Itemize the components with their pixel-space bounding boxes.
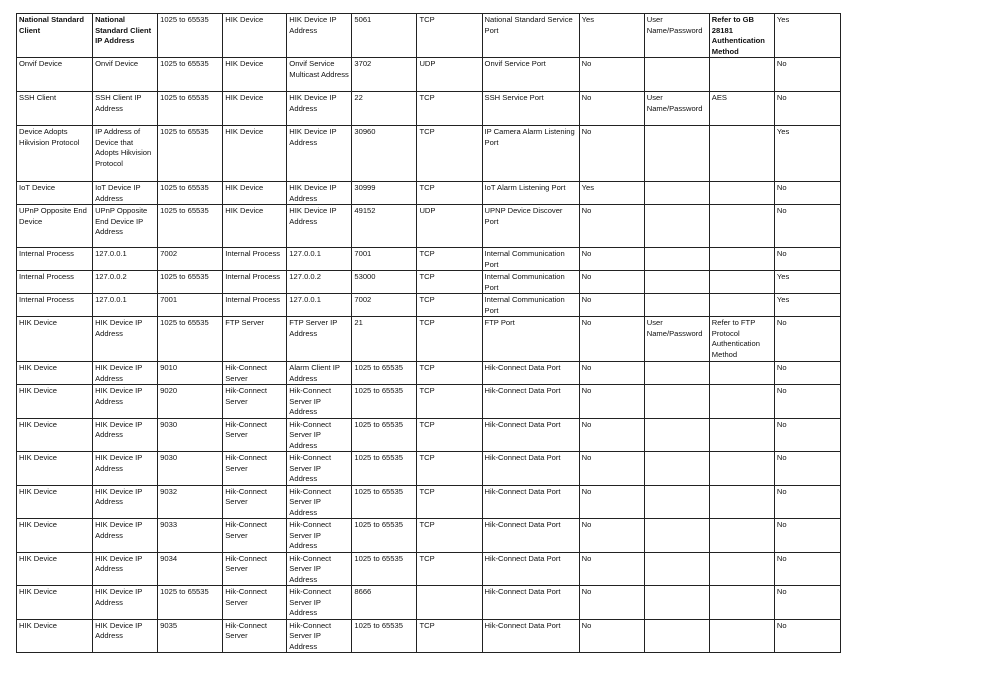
port-description-cell: UPNP Device Discover Port (482, 205, 579, 248)
table-row (17, 385, 841, 419)
auth-method-cell (709, 452, 774, 486)
authentication-cell (644, 294, 709, 317)
target-ip-cell: HIK Device IP Address (287, 205, 352, 248)
source-port-cell: 9010 (158, 362, 223, 385)
table-row (17, 248, 841, 271)
target-device-cell: Hik-Connect Server (223, 619, 287, 653)
port-description-cell: IP Camera Alarm Listening Port (482, 126, 579, 182)
source-ip-cell: 127.0.0.2 (93, 271, 158, 294)
default-enabled-cell: No (774, 92, 840, 126)
target-device-cell: Internal Process (223, 294, 287, 317)
target-port-cell: 1025 to 65535 (352, 385, 417, 419)
auth-method-cell (709, 248, 774, 271)
target-port-cell: 1025 to 65535 (352, 519, 417, 553)
default-enabled-cell: Yes (774, 126, 840, 182)
port-description-cell: Onvif Service Port (482, 58, 579, 92)
source-device-cell: Internal Process (17, 248, 93, 271)
encryption-cell: No (579, 92, 644, 126)
encryption-cell: No (579, 485, 644, 519)
port-description-cell: Hik-Connect Data Port (482, 552, 579, 586)
table-row (17, 182, 841, 205)
source-device-cell: National Standard Client (17, 14, 93, 58)
default-enabled-cell: Yes (774, 294, 840, 317)
target-device-cell: Hik-Connect Server (223, 586, 287, 620)
source-port-cell: 1025 to 65535 (158, 271, 223, 294)
table-row (17, 271, 841, 294)
auth-method-cell: Refer to FTP Protocol Authentication Method (709, 317, 774, 362)
target-ip-cell: HIK Device IP Address (287, 126, 352, 182)
source-ip-cell: HIK Device IP Address (93, 519, 158, 553)
table-row (17, 586, 841, 620)
encryption-cell: No (579, 271, 644, 294)
source-port-cell: 7001 (158, 294, 223, 317)
protocol-cell (417, 586, 482, 620)
authentication-cell (644, 418, 709, 452)
authentication-cell (644, 362, 709, 385)
source-device-cell: HIK Device (17, 362, 93, 385)
default-enabled-cell: No (774, 452, 840, 486)
target-port-cell: 30999 (352, 182, 417, 205)
table-row (17, 519, 841, 553)
protocol-cell: TCP (417, 552, 482, 586)
auth-method-cell (709, 271, 774, 294)
target-device-cell: Hik-Connect Server (223, 485, 287, 519)
auth-method-cell (709, 126, 774, 182)
target-device-cell: Hik-Connect Server (223, 519, 287, 553)
encryption-cell: No (579, 519, 644, 553)
target-device-cell: HIK Device (223, 182, 287, 205)
encryption-cell: No (579, 586, 644, 620)
authentication-cell (644, 452, 709, 486)
authentication-cell: User Name/Password (644, 14, 709, 58)
port-description-cell: Internal Communication Port (482, 294, 579, 317)
source-port-cell: 9032 (158, 485, 223, 519)
default-enabled-cell: No (774, 362, 840, 385)
source-device-cell: HIK Device (17, 586, 93, 620)
source-device-cell: HIK Device (17, 418, 93, 452)
source-ip-cell: 127.0.0.1 (93, 248, 158, 271)
default-enabled-cell: No (774, 418, 840, 452)
encryption-cell: No (579, 317, 644, 362)
source-port-cell: 1025 to 65535 (158, 92, 223, 126)
table-row (17, 126, 841, 182)
source-port-cell: 9020 (158, 385, 223, 419)
default-enabled-cell: No (774, 248, 840, 271)
encryption-cell: No (579, 294, 644, 317)
authentication-cell: User Name/Password (644, 92, 709, 126)
target-ip-cell: Onvif Service Multicast Address (287, 58, 352, 92)
encryption-cell: No (579, 418, 644, 452)
encryption-cell: No (579, 552, 644, 586)
source-port-cell: 9030 (158, 452, 223, 486)
table-row (17, 14, 841, 58)
source-device-cell: HIK Device (17, 485, 93, 519)
port-description-cell: FTP Port (482, 317, 579, 362)
auth-method-cell (709, 58, 774, 92)
protocol-cell: TCP (417, 519, 482, 553)
source-port-cell: 9030 (158, 418, 223, 452)
port-description-cell: Hik-Connect Data Port (482, 385, 579, 419)
source-port-cell: 9034 (158, 552, 223, 586)
port-description-cell: Internal Communication Port (482, 248, 579, 271)
protocol-cell: TCP (417, 485, 482, 519)
source-ip-cell: Onvif Device (93, 58, 158, 92)
protocol-cell: TCP (417, 452, 482, 486)
table-row (17, 552, 841, 586)
protocol-cell: TCP (417, 362, 482, 385)
target-ip-cell: Hik-Connect Server IP Address (287, 519, 352, 553)
encryption-cell: No (579, 205, 644, 248)
target-device-cell: HIK Device (223, 205, 287, 248)
protocol-cell: TCP (417, 92, 482, 126)
table-row (17, 452, 841, 486)
default-enabled-cell: No (774, 485, 840, 519)
table-row (17, 294, 841, 317)
target-device-cell: HIK Device (223, 14, 287, 58)
source-port-cell: 1025 to 65535 (158, 317, 223, 362)
source-ip-cell: 127.0.0.1 (93, 294, 158, 317)
source-ip-cell: UPnP Opposite End Device IP Address (93, 205, 158, 248)
authentication-cell (644, 126, 709, 182)
table-row (17, 205, 841, 248)
table-row (17, 92, 841, 126)
target-device-cell: Hik-Connect Server (223, 362, 287, 385)
port-description-cell: Hik-Connect Data Port (482, 418, 579, 452)
target-device-cell: Hik-Connect Server (223, 452, 287, 486)
source-ip-cell: HIK Device IP Address (93, 452, 158, 486)
port-description-cell: IoT Alarm Listening Port (482, 182, 579, 205)
protocol-cell: TCP (417, 126, 482, 182)
target-device-cell: FTP Server (223, 317, 287, 362)
authentication-cell (644, 485, 709, 519)
table-row (17, 418, 841, 452)
source-ip-cell: HIK Device IP Address (93, 362, 158, 385)
encryption-cell: Yes (579, 14, 644, 58)
target-port-cell: 1025 to 65535 (352, 362, 417, 385)
target-ip-cell: HIK Device IP Address (287, 14, 352, 58)
source-device-cell: HIK Device (17, 452, 93, 486)
source-port-cell: 1025 to 65535 (158, 586, 223, 620)
authentication-cell (644, 248, 709, 271)
source-port-cell: 1025 to 65535 (158, 14, 223, 58)
auth-method-cell (709, 519, 774, 553)
table-row (17, 317, 841, 362)
source-port-cell: 1025 to 65535 (158, 182, 223, 205)
source-device-cell: HIK Device (17, 619, 93, 653)
default-enabled-cell: No (774, 205, 840, 248)
authentication-cell (644, 271, 709, 294)
target-port-cell: 30960 (352, 126, 417, 182)
port-table-body (17, 14, 841, 653)
source-ip-cell: HIK Device IP Address (93, 586, 158, 620)
source-ip-cell: HIK Device IP Address (93, 418, 158, 452)
target-ip-cell: Hik-Connect Server IP Address (287, 385, 352, 419)
target-port-cell: 21 (352, 317, 417, 362)
source-device-cell: UPnP Opposite End Device (17, 205, 93, 248)
target-port-cell: 1025 to 65535 (352, 418, 417, 452)
default-enabled-cell: No (774, 317, 840, 362)
target-device-cell: Hik-Connect Server (223, 552, 287, 586)
target-port-cell: 1025 to 65535 (352, 485, 417, 519)
protocol-cell: TCP (417, 248, 482, 271)
source-device-cell: HIK Device (17, 519, 93, 553)
encryption-cell: No (579, 619, 644, 653)
source-device-cell: SSH Client (17, 92, 93, 126)
target-port-cell: 7001 (352, 248, 417, 271)
target-ip-cell: Hik-Connect Server IP Address (287, 619, 352, 653)
target-port-cell: 7002 (352, 294, 417, 317)
source-device-cell: Device Adopts Hikvision Protocol (17, 126, 93, 182)
protocol-cell: TCP (417, 271, 482, 294)
auth-method-cell (709, 182, 774, 205)
port-description-cell: Hik-Connect Data Port (482, 452, 579, 486)
authentication-cell (644, 586, 709, 620)
source-port-cell: 7002 (158, 248, 223, 271)
target-ip-cell: 127.0.0.1 (287, 248, 352, 271)
encryption-cell: Yes (579, 182, 644, 205)
auth-method-cell (709, 586, 774, 620)
target-ip-cell: HIK Device IP Address (287, 92, 352, 126)
source-ip-cell: IP Address of Device that Adopts Hikvision Protocol (93, 126, 158, 182)
authentication-cell (644, 205, 709, 248)
source-device-cell: IoT Device (17, 182, 93, 205)
port-description-cell: Hik-Connect Data Port (482, 519, 579, 553)
auth-method-cell (709, 362, 774, 385)
source-device-cell: Internal Process (17, 294, 93, 317)
protocol-cell: UDP (417, 58, 482, 92)
source-ip-cell: HIK Device IP Address (93, 619, 158, 653)
source-port-cell: 9033 (158, 519, 223, 553)
source-ip-cell: HIK Device IP Address (93, 552, 158, 586)
source-device-cell: HIK Device (17, 552, 93, 586)
protocol-cell: TCP (417, 317, 482, 362)
authentication-cell (644, 552, 709, 586)
target-device-cell: HIK Device (223, 92, 287, 126)
default-enabled-cell: No (774, 586, 840, 620)
authentication-cell: User Name/Password (644, 317, 709, 362)
target-port-cell: 1025 to 65535 (352, 552, 417, 586)
default-enabled-cell: No (774, 619, 840, 653)
protocol-cell: TCP (417, 619, 482, 653)
target-ip-cell: FTP Server IP Address (287, 317, 352, 362)
target-ip-cell: Alarm Client IP Address (287, 362, 352, 385)
auth-method-cell (709, 294, 774, 317)
auth-method-cell (709, 552, 774, 586)
encryption-cell: No (579, 452, 644, 486)
source-device-cell: HIK Device (17, 385, 93, 419)
table-row (17, 362, 841, 385)
table-row (17, 619, 841, 653)
protocol-cell: TCP (417, 294, 482, 317)
default-enabled-cell: Yes (774, 14, 840, 58)
protocol-cell: TCP (417, 418, 482, 452)
port-description-cell: Hik-Connect Data Port (482, 362, 579, 385)
protocol-cell: UDP (417, 205, 482, 248)
target-ip-cell: 127.0.0.1 (287, 294, 352, 317)
encryption-cell: No (579, 58, 644, 92)
auth-method-cell (709, 619, 774, 653)
port-description-cell: Hik-Connect Data Port (482, 485, 579, 519)
target-port-cell: 1025 to 65535 (352, 452, 417, 486)
default-enabled-cell: No (774, 519, 840, 553)
source-device-cell: Internal Process (17, 271, 93, 294)
authentication-cell (644, 58, 709, 92)
source-ip-cell: SSH Client IP Address (93, 92, 158, 126)
port-description-cell: National Standard Service Port (482, 14, 579, 58)
source-device-cell: HIK Device (17, 317, 93, 362)
source-port-cell: 1025 to 65535 (158, 205, 223, 248)
target-port-cell: 53000 (352, 271, 417, 294)
target-ip-cell: Hik-Connect Server IP Address (287, 552, 352, 586)
auth-method-cell: Refer to GB 28181 Authentication Method (709, 14, 774, 58)
target-ip-cell: Hik-Connect Server IP Address (287, 485, 352, 519)
target-device-cell: Hik-Connect Server (223, 418, 287, 452)
auth-method-cell (709, 485, 774, 519)
target-device-cell: Hik-Connect Server (223, 385, 287, 419)
port-table (16, 13, 841, 653)
default-enabled-cell: Yes (774, 271, 840, 294)
auth-method-cell (709, 385, 774, 419)
default-enabled-cell: No (774, 385, 840, 419)
target-port-cell: 22 (352, 92, 417, 126)
source-ip-cell: HIK Device IP Address (93, 485, 158, 519)
encryption-cell: No (579, 385, 644, 419)
source-port-cell: 1025 to 65535 (158, 126, 223, 182)
default-enabled-cell: No (774, 58, 840, 92)
target-port-cell: 1025 to 65535 (352, 619, 417, 653)
protocol-cell: TCP (417, 182, 482, 205)
source-ip-cell: National Standard Client IP Address (93, 14, 158, 58)
authentication-cell (644, 519, 709, 553)
table-row (17, 485, 841, 519)
source-port-cell: 1025 to 65535 (158, 58, 223, 92)
source-ip-cell: HIK Device IP Address (93, 317, 158, 362)
table-row (17, 58, 841, 92)
default-enabled-cell: No (774, 552, 840, 586)
target-device-cell: Internal Process (223, 271, 287, 294)
source-ip-cell: IoT Device IP Address (93, 182, 158, 205)
target-port-cell: 5061 (352, 14, 417, 58)
target-device-cell: Internal Process (223, 248, 287, 271)
authentication-cell (644, 182, 709, 205)
encryption-cell: No (579, 126, 644, 182)
auth-method-cell (709, 205, 774, 248)
target-ip-cell: HIK Device IP Address (287, 182, 352, 205)
default-enabled-cell: No (774, 182, 840, 205)
target-device-cell: HIK Device (223, 126, 287, 182)
target-port-cell: 3702 (352, 58, 417, 92)
protocol-cell: TCP (417, 385, 482, 419)
target-ip-cell: Hik-Connect Server IP Address (287, 452, 352, 486)
target-ip-cell: Hik-Connect Server IP Address (287, 418, 352, 452)
source-ip-cell: HIK Device IP Address (93, 385, 158, 419)
auth-method-cell: AES (709, 92, 774, 126)
port-description-cell: Internal Communication Port (482, 271, 579, 294)
authentication-cell (644, 619, 709, 653)
encryption-cell: No (579, 362, 644, 385)
authentication-cell (644, 385, 709, 419)
source-port-cell: 9035 (158, 619, 223, 653)
port-description-cell: Hik-Connect Data Port (482, 619, 579, 653)
port-description-cell: SSH Service Port (482, 92, 579, 126)
protocol-cell: TCP (417, 14, 482, 58)
target-ip-cell: Hik-Connect Server IP Address (287, 586, 352, 620)
target-device-cell: HIK Device (223, 58, 287, 92)
target-ip-cell: 127.0.0.2 (287, 271, 352, 294)
source-device-cell: Onvif Device (17, 58, 93, 92)
target-port-cell: 8666 (352, 586, 417, 620)
target-port-cell: 49152 (352, 205, 417, 248)
encryption-cell: No (579, 248, 644, 271)
port-description-cell: Hik-Connect Data Port (482, 586, 579, 620)
auth-method-cell (709, 418, 774, 452)
